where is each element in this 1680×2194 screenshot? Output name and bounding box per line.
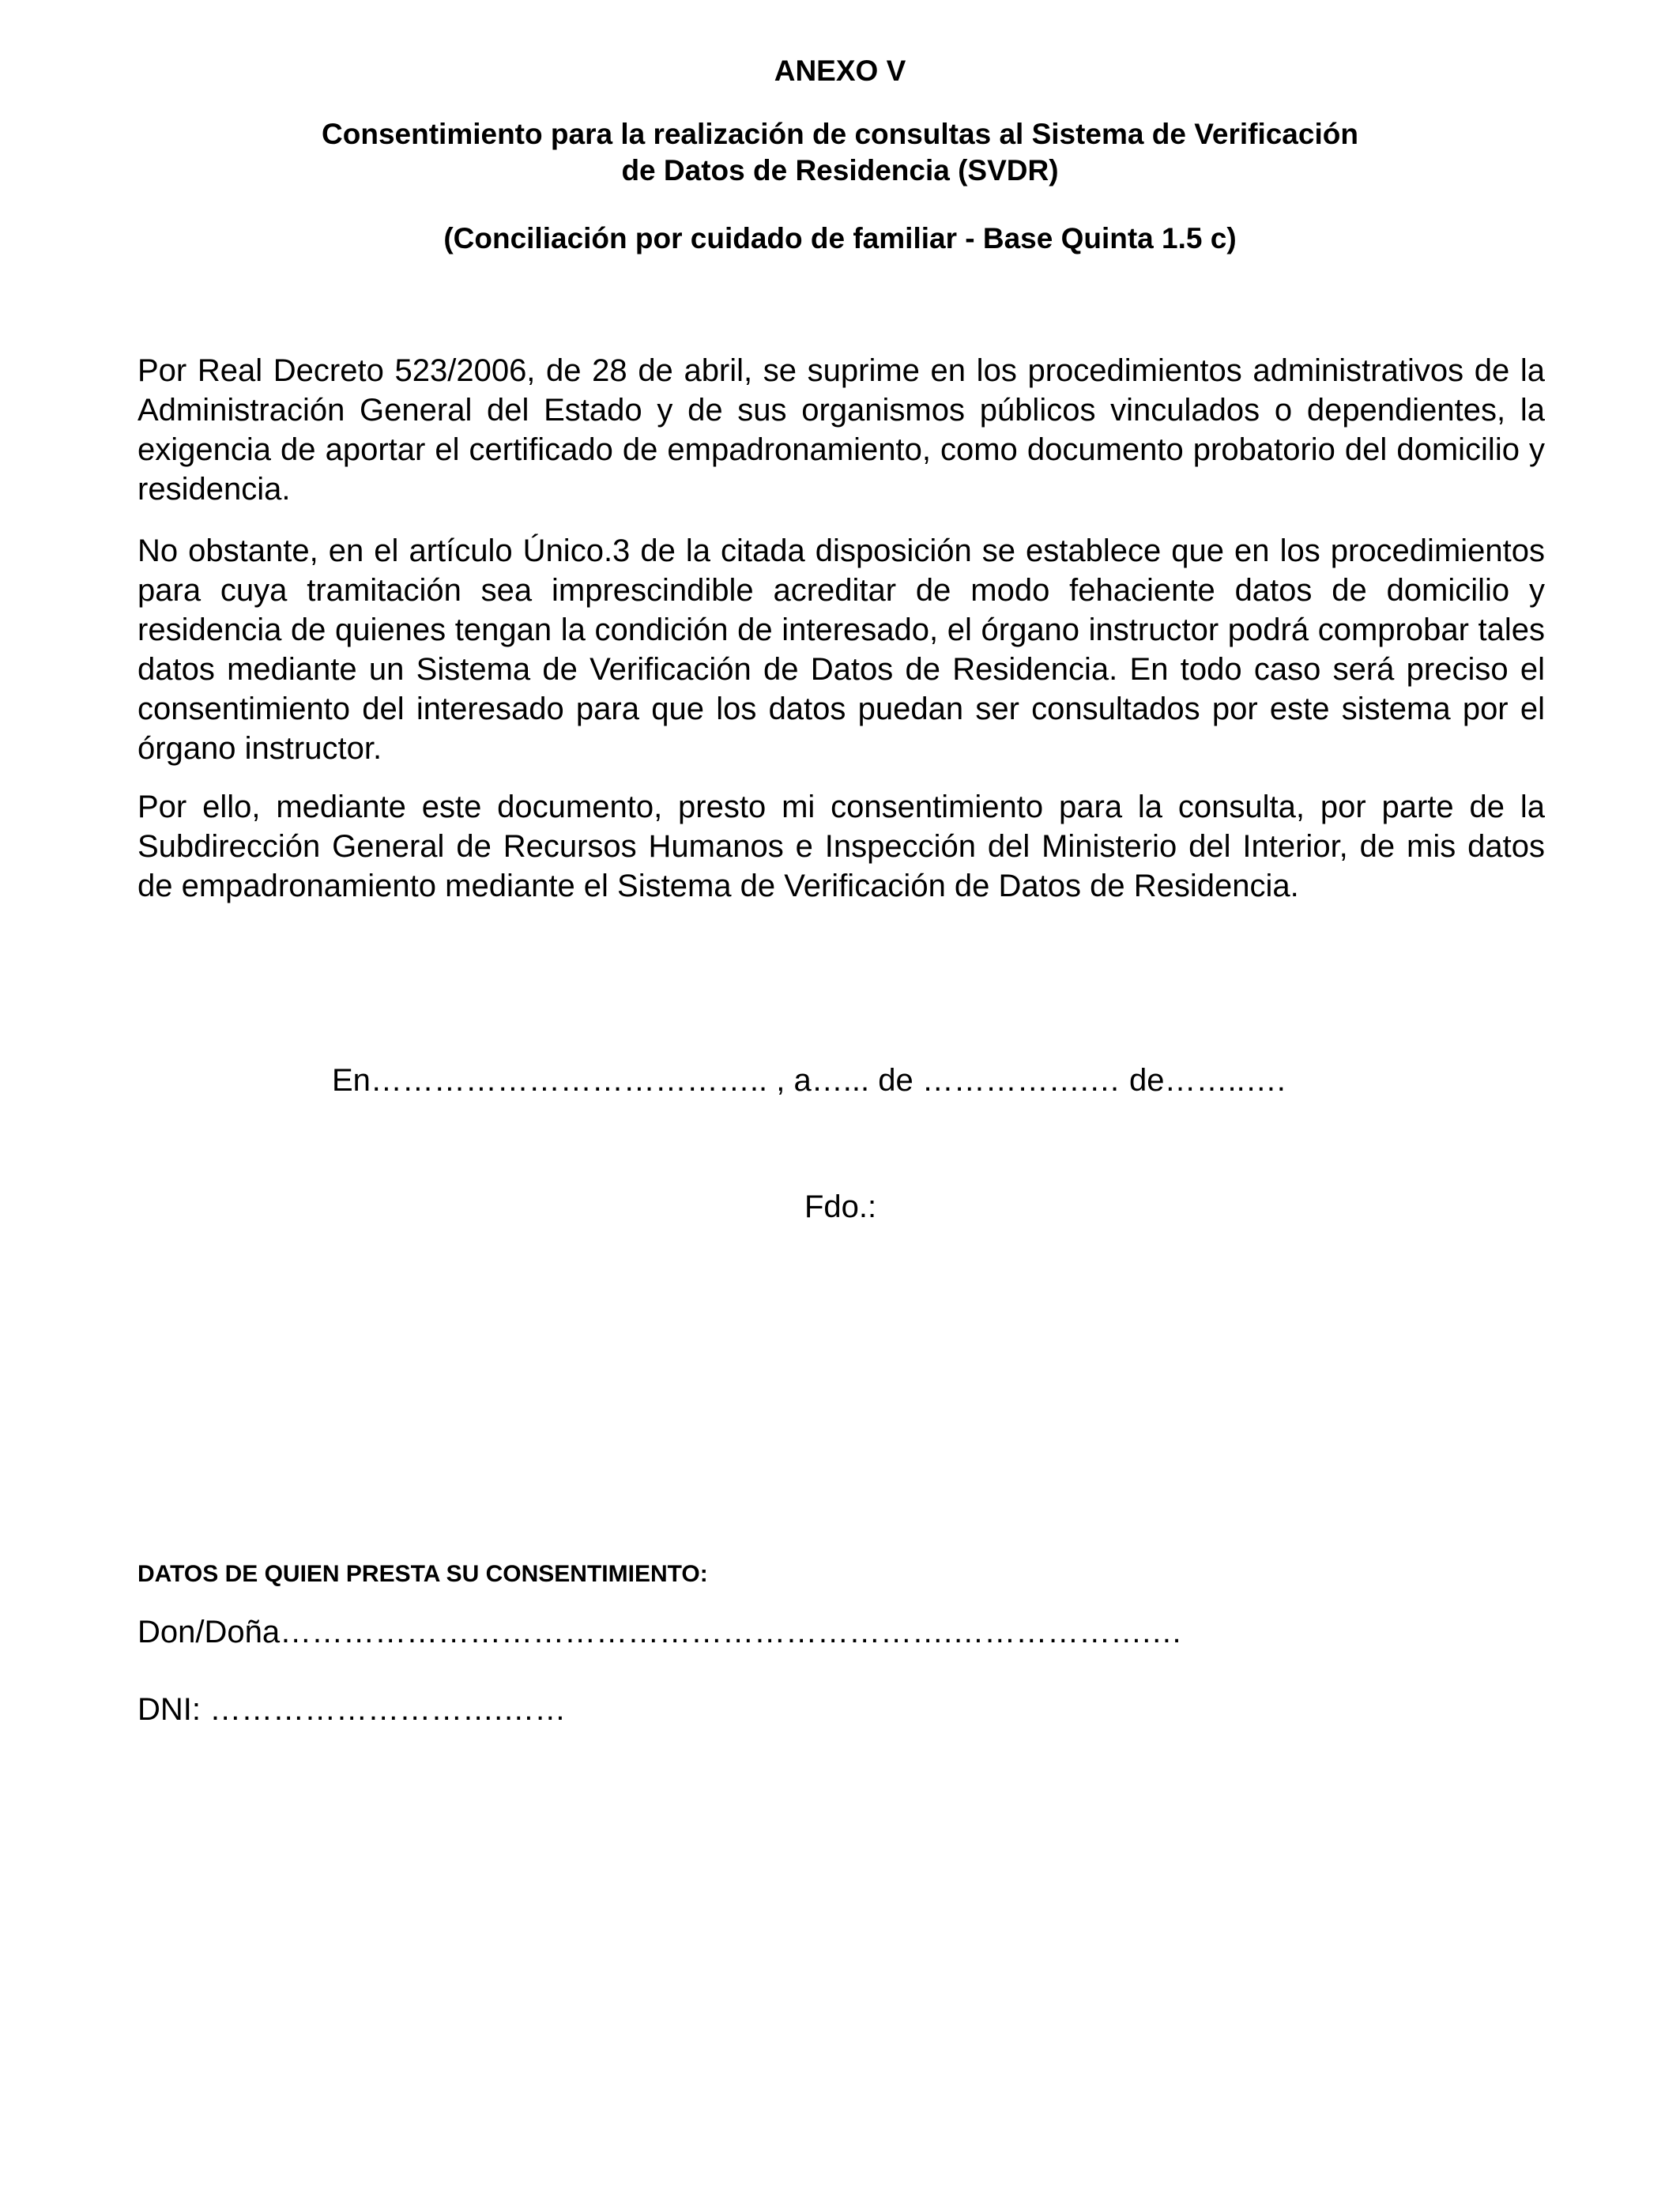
document-title-line1: Consentimiento para la realización de consultas al Sistema de Verificación <box>322 118 1358 150</box>
dni-field-line: DNI: ……………………….…… <box>137 1692 567 1727</box>
name-field-line: Don/Doña……………………………………………………….……………….… <box>137 1615 1183 1649</box>
consent-data-heading: DATOS DE QUIEN PRESTA SU CONSENTIMIENTO: <box>137 1561 708 1587</box>
annex-title: ANEXO V <box>774 55 906 87</box>
paragraph-1: Por Real Decreto 523/2006, de 28 de abril, se suprime en los procedimientos administrativos de la Administración General del Estado y de sus organismos públicos vinculados o dependientes, la exigencia de aportar el certificado de empadronamiento, como documento probatorio del domicilio y residencia. <box>137 353 1545 507</box>
paragraph-2: No obstante, en el artículo Único.3 de la citada disposición se establece que en los procedimientos para cuya tramitación sea imprescindible acreditar de modo fehaciente datos de domicilio y residencia de quienes tengan la condición de interesado, el órgano instructor podrá comprobar tales datos mediante un Sistema de Verificación de Datos de Residencia. En todo caso será preciso el consentimiento del interesado para que los datos puedan ser consultados por este sistema por el órgano instructor. <box>137 533 1545 766</box>
document-subtitle: (Conciliación por cuidado de familiar - Base Quinta 1.5 c) <box>443 222 1237 254</box>
place-date-line: En……………………………….. , a…... de …………….… de……..…. <box>332 1063 1286 1098</box>
paragraph-3: Por ello, mediante este documento, presto mi consentimiento para la consulta, por parte de la Subdirección General de Recursos Humanos e Inspección del Ministerio del Interior, de mis datos de empadronamiento mediante el Sistema de Verificación de Datos de Residencia. <box>137 790 1545 903</box>
signature-label: Fdo.: <box>804 1189 877 1224</box>
document-title-line2: de Datos de Residencia (SVDR) <box>621 154 1059 187</box>
